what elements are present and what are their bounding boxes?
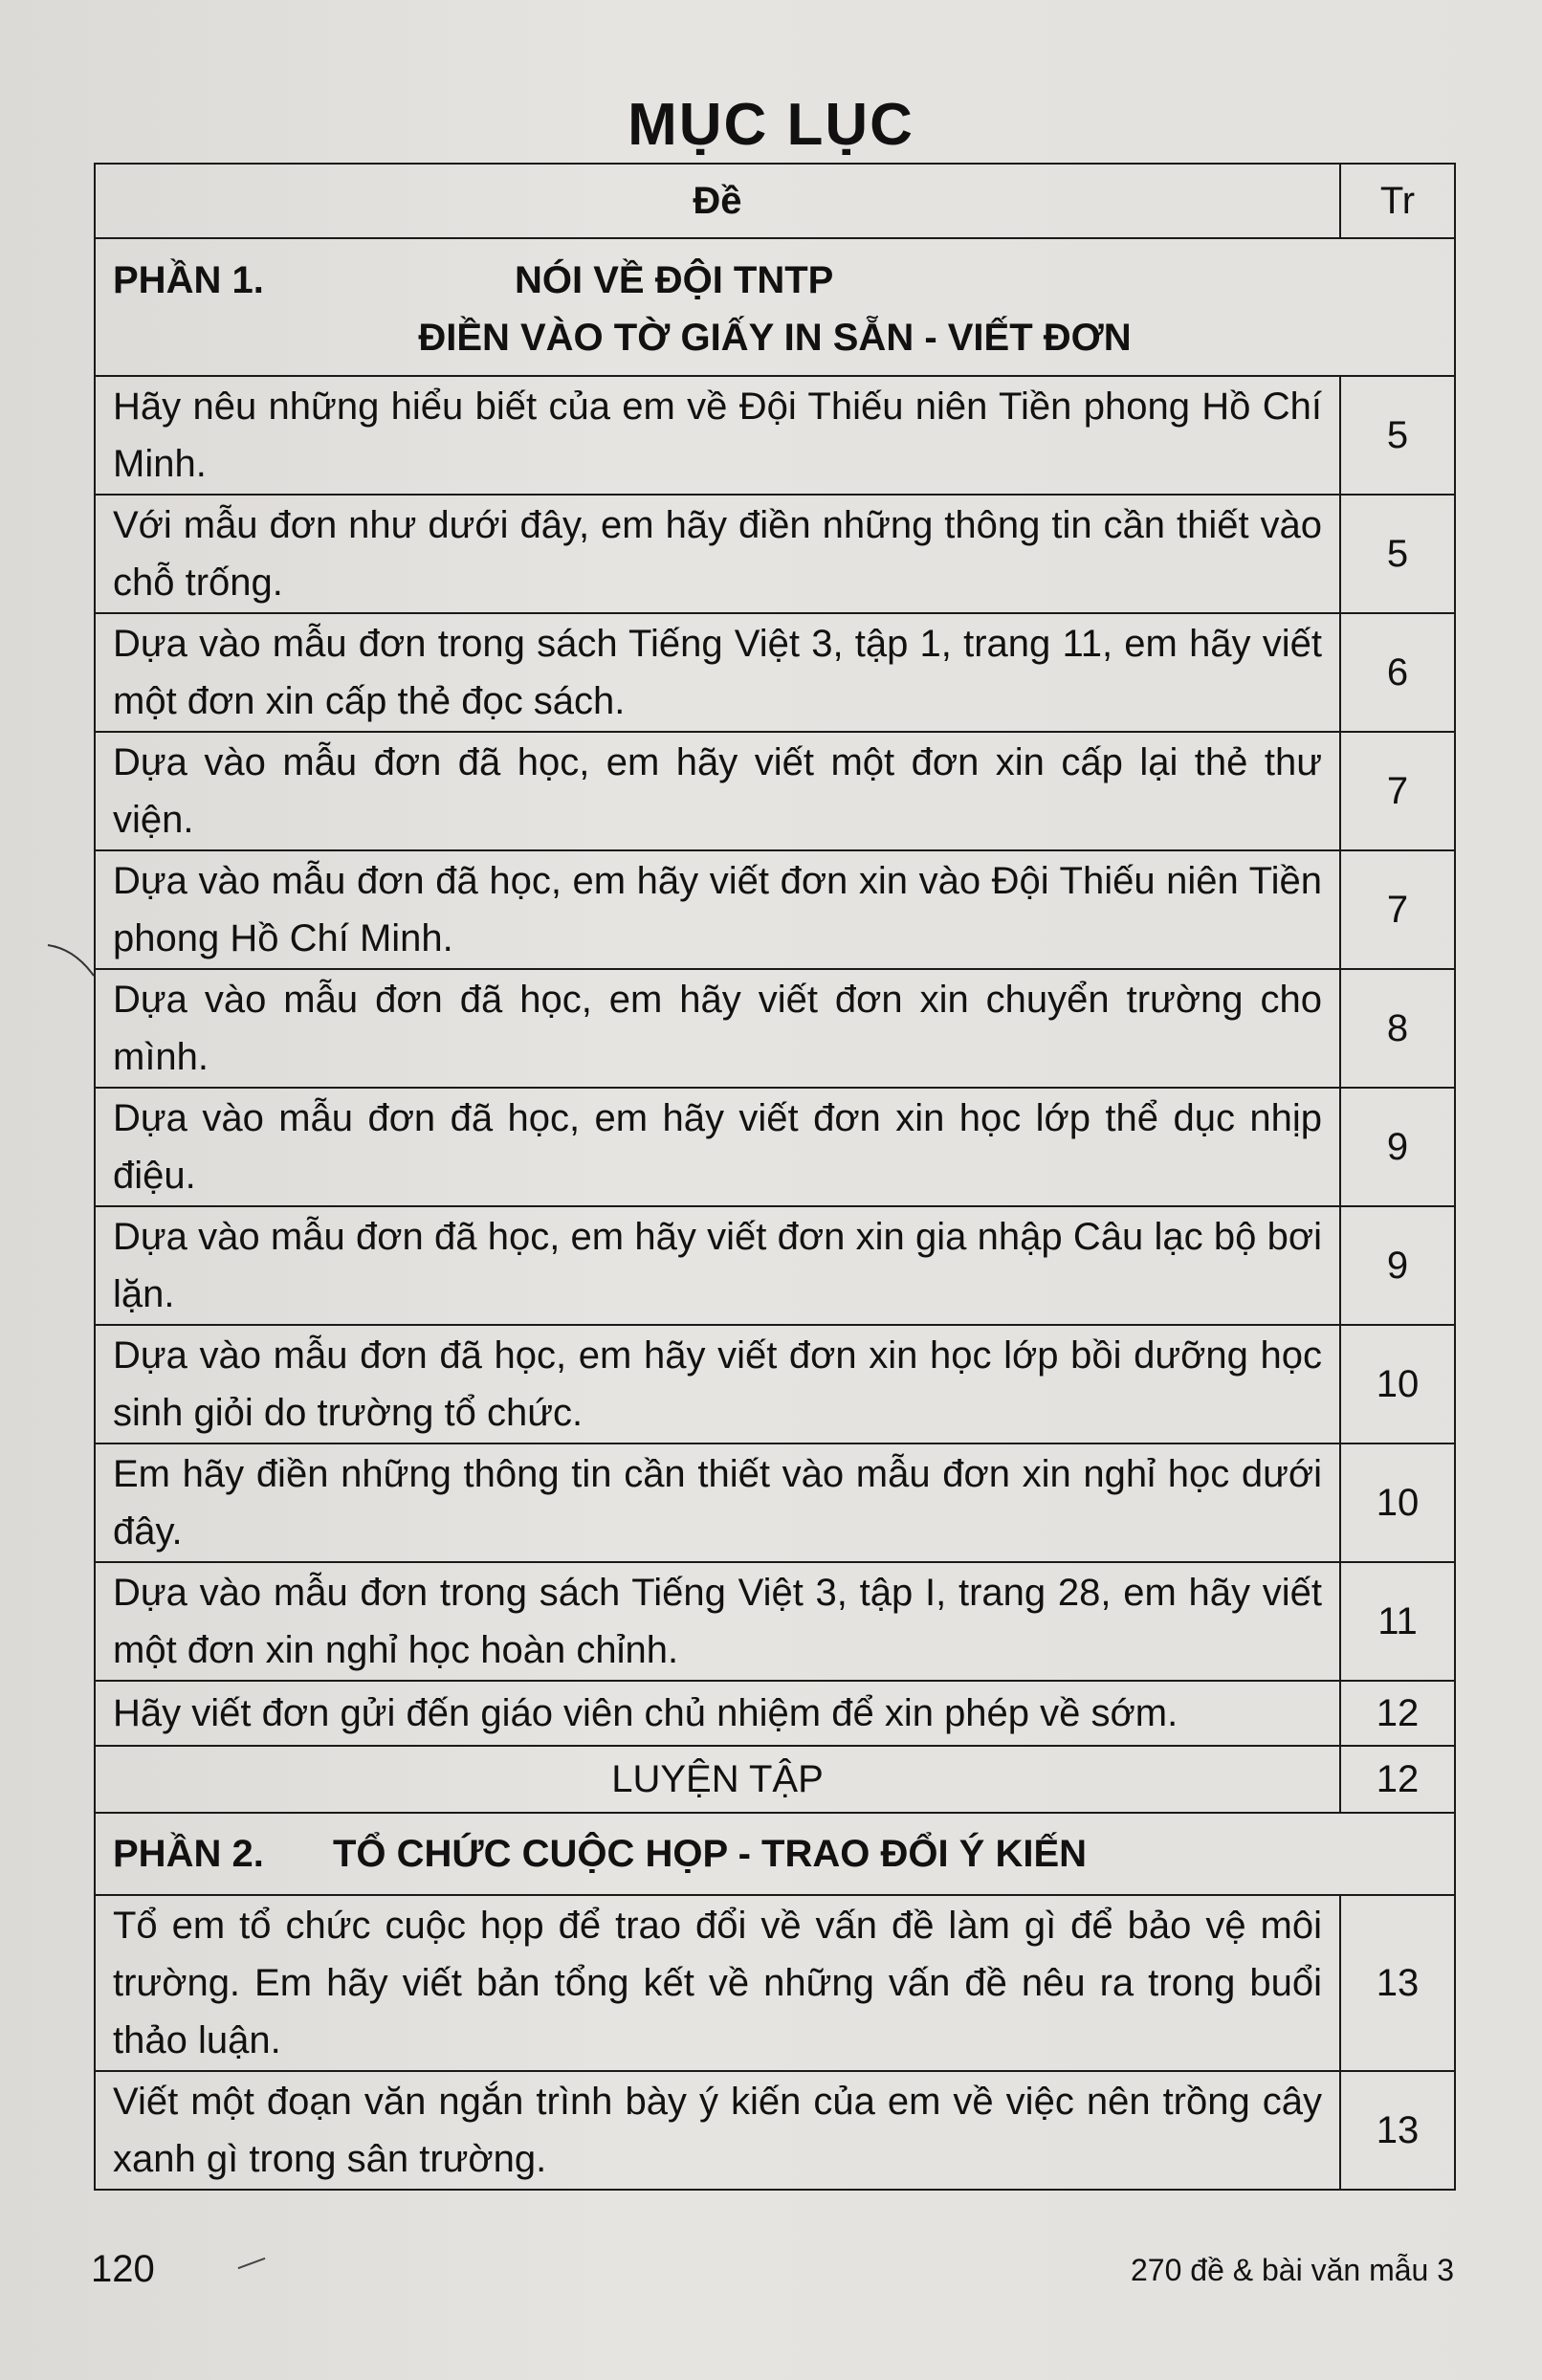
entry-page: 9 xyxy=(1340,1088,1455,1206)
practice-row xyxy=(95,1746,1455,1813)
toc-row xyxy=(95,376,1455,495)
entry-text: Dựa vào mẫu đơn đã học, em hãy viết đơn xin gia nhập Câu lạc bộ bơi lặn. xyxy=(95,1206,1340,1325)
toc-row xyxy=(95,1325,1455,1443)
entry-page: 10 xyxy=(1340,1443,1455,1562)
toc-row xyxy=(95,732,1455,850)
part1-heading-row xyxy=(95,238,1455,376)
toc-row xyxy=(95,1206,1455,1325)
part1-heading xyxy=(95,238,1455,376)
entry-page: 6 xyxy=(1340,613,1455,732)
entry-text: Dựa vào mẫu đơn đã học, em hãy viết đơn xin học lớp thể dục nhịp điệu. xyxy=(95,1088,1340,1206)
toc-row xyxy=(95,1562,1455,1681)
part2-heading xyxy=(95,1813,1455,1895)
part2-heading-row xyxy=(95,1813,1455,1895)
entry-page: 13 xyxy=(1340,1895,1455,2071)
entry-text: Hãy nêu những hiểu biết của em về Đội Thiếu niên Tiền phong Hồ Chí Minh. xyxy=(95,376,1340,495)
pen-mark-icon xyxy=(46,937,113,995)
entry-text: Dựa vào mẫu đơn trong sách Tiếng Việt 3, tập I, trang 28, em hãy viết một đơn xin nghỉ học hoàn chỉnh. xyxy=(95,1562,1340,1681)
page-number: 120 xyxy=(91,2248,155,2290)
part2-number: PHẦN 2. xyxy=(113,1833,264,1875)
part1-number: PHẦN 1. xyxy=(113,259,264,301)
entry-page: 5 xyxy=(1340,376,1455,495)
entry-text: Tổ em tổ chức cuộc họp để trao đổi về vấn đề làm gì để bảo vệ môi trường. Em hãy viết bản tổng kết về những vấn đề nêu ra trong buổi thảo luận. xyxy=(95,1895,1340,2071)
toc-row xyxy=(95,613,1455,732)
entry-text: Dựa vào mẫu đơn đã học, em hãy viết đơn xin học lớp bồi dưỡng học sinh giỏi do trường tổ chức. xyxy=(95,1325,1340,1443)
toc-row xyxy=(95,495,1455,613)
entry-text: Em hãy điền những thông tin cần thiết vào mẫu đơn xin nghỉ học dưới đây. xyxy=(95,1443,1340,1562)
page-title: MỤC LỤC xyxy=(628,92,914,158)
toc-row xyxy=(95,1895,1455,2071)
entry-page: 7 xyxy=(1340,732,1455,850)
toc-row xyxy=(95,969,1455,1088)
entry-page: 5 xyxy=(1340,495,1455,613)
entry-page: 8 xyxy=(1340,969,1455,1088)
entry-page: 9 xyxy=(1340,1206,1455,1325)
table-of-contents xyxy=(94,163,1456,2191)
toc-row xyxy=(95,1088,1455,1206)
toc-row xyxy=(95,1443,1455,1562)
toc-row xyxy=(95,2071,1455,2190)
entry-text: Dựa vào mẫu đơn đã học, em hãy viết đơn xin vào Đội Thiếu niên Tiền phong Hồ Chí Minh. xyxy=(95,850,1340,969)
entry-text: Dựa vào mẫu đơn đã học, em hãy viết đơn xin chuyển trường cho mình. xyxy=(95,969,1340,1088)
entry-page: 11 xyxy=(1340,1562,1455,1681)
entry-page: 10 xyxy=(1340,1325,1455,1443)
part2-title: TỔ CHỨC CUỘC HỌP - TRAO ĐỔI Ý KIẾN xyxy=(333,1833,1088,1875)
header-topic: Đề xyxy=(95,164,1340,238)
entry-page: 12 xyxy=(1340,1681,1455,1746)
book-title: 270 đề & bài văn mẫu 3 xyxy=(1130,2253,1454,2287)
entry-text: Viết một đoạn văn ngắn trình bày ý kiến của em về việc nên trồng cây xanh gì trong sân trường. xyxy=(95,2071,1340,2190)
entry-text: Hãy viết đơn gửi đến giáo viên chủ nhiệm để xin phép về sớm. xyxy=(95,1681,1340,1746)
toc-header-row xyxy=(95,164,1455,238)
header-page: Tr xyxy=(1340,164,1455,238)
entry-text: Dựa vào mẫu đơn đã học, em hãy viết một đơn xin cấp lại thẻ thư viện. xyxy=(95,732,1340,850)
practice-page: 12 xyxy=(1340,1746,1455,1813)
toc-row xyxy=(95,850,1455,969)
toc-row xyxy=(95,1681,1455,1746)
practice-label: LUYỆN TẬP xyxy=(95,1746,1340,1813)
entry-text: Với mẫu đơn như dưới đây, em hãy điền những thông tin cần thiết vào chỗ trống. xyxy=(95,495,1340,613)
part1-subtitle: ĐIỀN VÀO TỜ GIẤY IN SẴN - VIẾT ĐƠN xyxy=(418,317,1132,359)
part1-title: NÓI VỀ ĐỘI TNTP xyxy=(515,259,834,301)
pen-tick-icon xyxy=(238,2258,266,2269)
entry-text: Dựa vào mẫu đơn trong sách Tiếng Việt 3, tập 1, trang 11, em hãy viết một đơn xin cấp thẻ đọc sách. xyxy=(95,613,1340,732)
entry-page: 7 xyxy=(1340,850,1455,969)
entry-page: 13 xyxy=(1340,2071,1455,2190)
